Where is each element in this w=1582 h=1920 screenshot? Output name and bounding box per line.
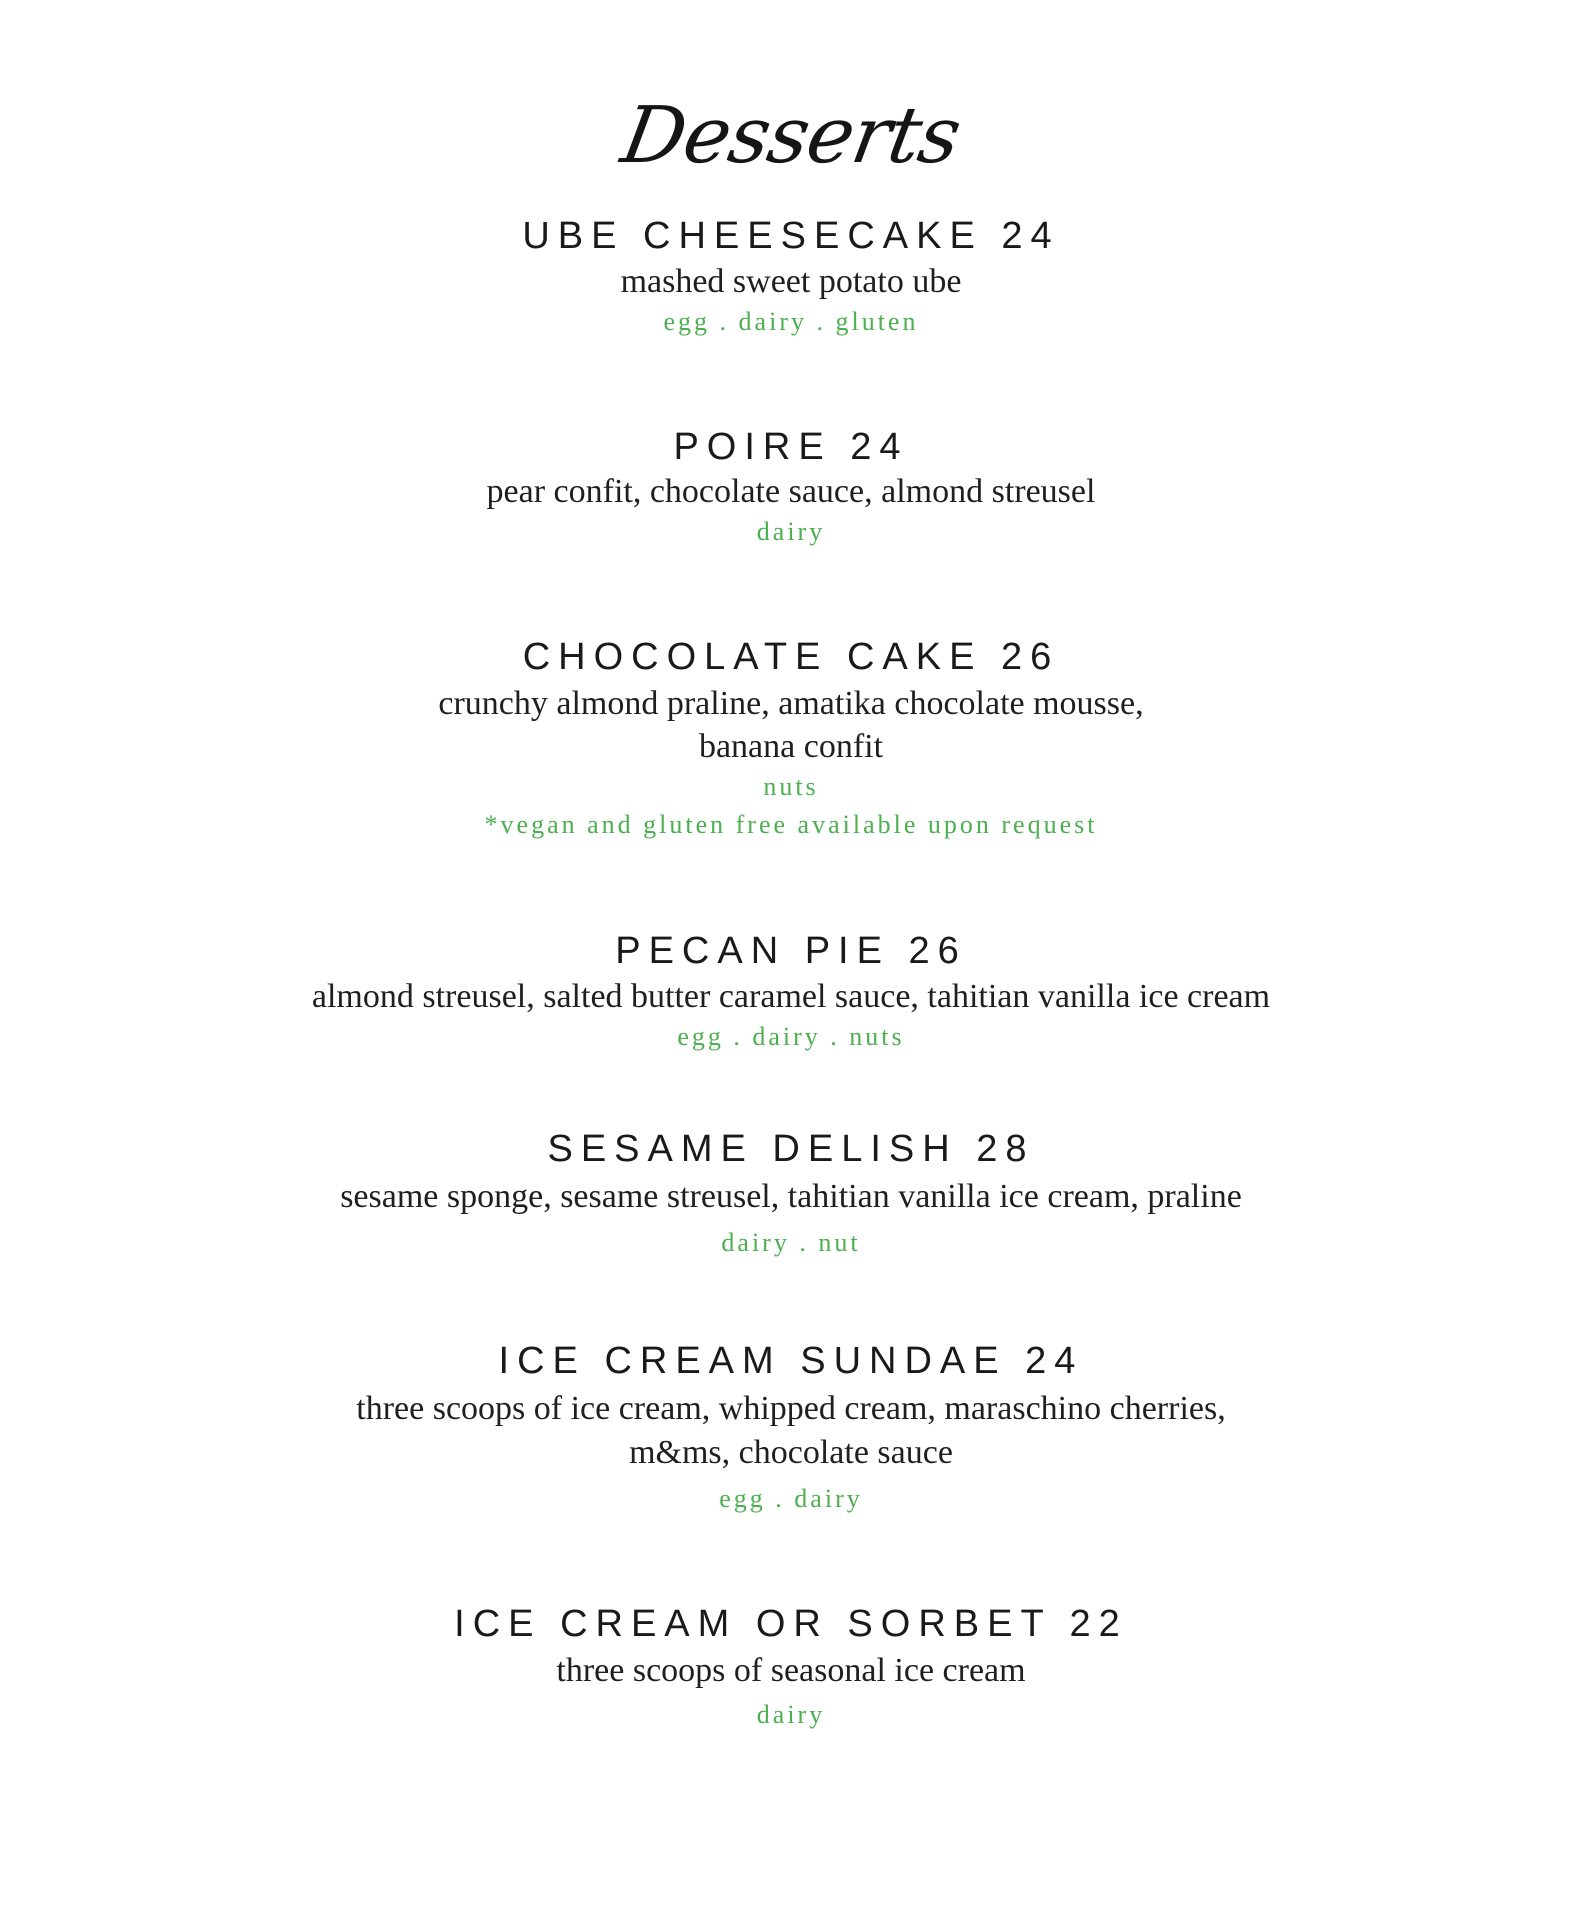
menu-item-allergens: nuts [763, 772, 819, 801]
menu-item-description: pear confit, chocolate sauce, almond streusel [486, 473, 1096, 510]
menu-item-allergens: egg . dairy . gluten [663, 307, 919, 336]
menu-item-description: three scoops of ice cream, whipped cream, maraschino cherries, [356, 1390, 1226, 1427]
menu-item-allergens: egg . dairy [719, 1484, 863, 1513]
menu-item-description: three scoops of seasonal ice cream [556, 1652, 1026, 1689]
menu-item-description: almond streusel, salted butter caramel sauce, tahitian vanilla ice cream [311, 978, 1271, 1015]
menu-item-name: POIRE 24 [673, 426, 909, 468]
menu-item-allergens: egg . dairy . nuts [677, 1022, 905, 1051]
menu-item-name: PECAN PIE 26 [615, 930, 967, 972]
menu-item-name: UBE CHEESECAKE 24 [522, 215, 1060, 257]
menu-item-name: ICE CREAM SUNDAE 24 [498, 1340, 1084, 1382]
menu-item-description: sesame sponge, sesame streusel, tahitian vanilla ice cream, praline [340, 1178, 1242, 1215]
menu-item-name: ICE CREAM OR SORBET 22 [454, 1603, 1128, 1645]
menu-item-name: SESAME DELISH 28 [547, 1128, 1035, 1170]
menu-item-allergens: dairy [756, 1700, 826, 1729]
menu-item-description: crunchy almond praline, amatika chocolate mousse, [438, 685, 1144, 722]
menu-item-name: CHOCOLATE CAKE 26 [522, 636, 1060, 678]
menu-item-allergens: dairy [756, 517, 826, 546]
page-title: Desserts [615, 91, 967, 181]
menu-item-note: *vegan and gluten free available upon request [484, 810, 1098, 839]
menu-item-description: mashed sweet potato ube [620, 263, 962, 300]
menu-item-description: banana confit [698, 728, 884, 765]
menu-item-description: m&ms, chocolate sauce [629, 1434, 953, 1471]
menu-item-allergens: dairy . nut [721, 1228, 861, 1257]
